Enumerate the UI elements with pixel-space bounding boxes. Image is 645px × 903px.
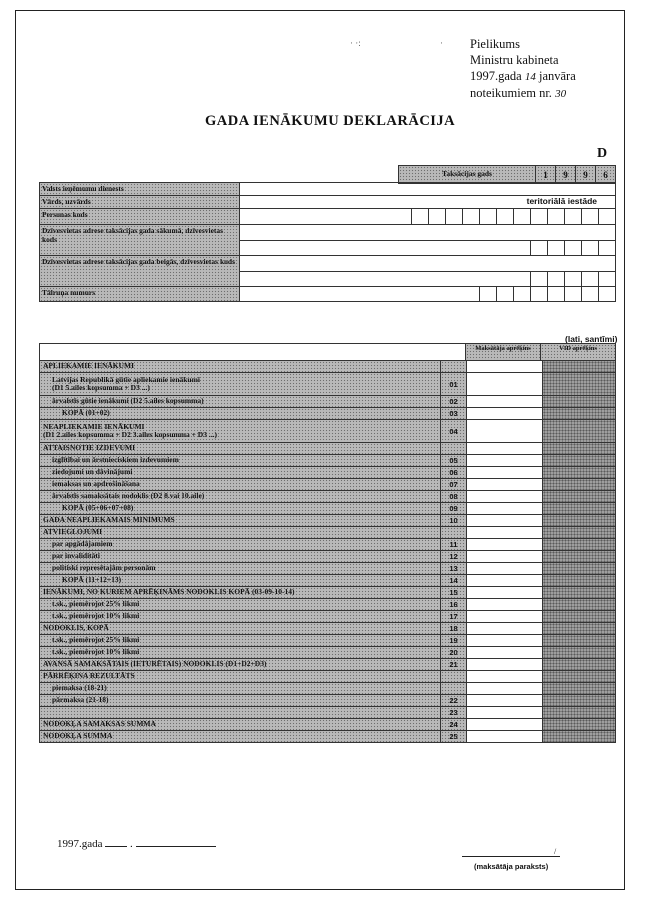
row-number: 18 <box>440 623 466 634</box>
vid-amount-field <box>542 479 615 490</box>
payer-amount-field <box>466 361 542 372</box>
table-row <box>40 671 615 683</box>
vid-amount-field <box>542 455 615 466</box>
vid-amount-field <box>542 361 615 372</box>
payer-amount-field[interactable] <box>466 551 542 562</box>
row-number: 08 <box>440 491 466 502</box>
row-number: 19 <box>440 635 466 646</box>
table-row <box>40 527 615 539</box>
payer-amount-field <box>466 719 542 730</box>
row-number: 20 <box>440 647 466 658</box>
form-letter: D <box>597 146 608 161</box>
row-label: ārvalstīs samaksātais nodoklis (D2 8.vai 10.aile) <box>40 491 440 502</box>
personal-row <box>40 196 615 209</box>
personal-code-field[interactable] <box>240 209 615 224</box>
appendix-note <box>470 36 576 102</box>
vid-amount-field <box>542 659 615 670</box>
vid-amount-field <box>542 503 615 514</box>
table-row <box>40 503 615 515</box>
table-row <box>40 647 615 659</box>
row-label: par invaliditāti <box>40 551 440 562</box>
row-label: Latvijas Republikā gūtie apliekamie ienākumi (D1 5.ailes kopsumma + D3 ...) <box>40 373 440 395</box>
tax-year-digit[interactable]: 1 <box>536 166 556 183</box>
row-label: AVANSĀ SAMAKSĀTAIS (IETURĒTAIS) NODOKLIS (D1+D2+D3) <box>40 659 440 670</box>
row-label: NODOKLIS, KOPĀ <box>40 623 440 634</box>
payer-amount-field[interactable] <box>466 623 542 634</box>
signature-label: (maksātāja paraksts) <box>474 862 549 871</box>
row-number: 17 <box>440 611 466 622</box>
table-row <box>40 563 615 575</box>
row-label: ārvalstīs gūtie ienākumi (D2 5.ailes kopsumma) <box>40 396 440 407</box>
tax-year-digit[interactable]: 9 <box>556 166 576 183</box>
vid-amount-field <box>542 719 615 730</box>
vid-amount-field <box>542 373 615 395</box>
table-row <box>40 683 615 695</box>
row-label: KOPĀ (01+02) <box>40 408 440 419</box>
date-line: 1997.gada . <box>57 838 216 850</box>
row-label: PĀRRĒĶINA REZULTĀTS <box>40 671 440 682</box>
payer-amount-field[interactable] <box>466 707 542 718</box>
table-row <box>40 623 615 635</box>
tax-office-field[interactable] <box>240 183 615 195</box>
table-row <box>40 599 615 611</box>
table-row <box>40 659 615 671</box>
table-row <box>40 479 615 491</box>
table-row <box>40 707 615 719</box>
row-label: iemaksas un apdrošināšana <box>40 479 440 490</box>
row-label: GADA NEAPLIEKAMAIS MINIMUMS <box>40 515 440 526</box>
territorial-office-label: teritoriālā iestāde <box>526 196 597 206</box>
appendix-line-3: 1997.gada 14 janvāra <box>470 69 576 83</box>
row-label: t.sk., piemērojot 10% likmi <box>40 611 440 622</box>
row-number: 04 <box>440 420 466 442</box>
row-label: ATVIEGLOJUMI <box>40 527 440 538</box>
row-label: t.sk., piemērojot 10% likmi <box>40 647 440 658</box>
table-row <box>40 575 615 587</box>
row-number: 09 <box>440 503 466 514</box>
scan-speck: · ·: <box>350 38 361 48</box>
personal-row <box>40 209 615 225</box>
vid-amount-field <box>542 671 615 682</box>
row-label: KOPĀ (05+06+07+08) <box>40 503 440 514</box>
personal-row <box>40 183 615 196</box>
row-number: 12 <box>440 551 466 562</box>
row-number: 15 <box>440 587 466 598</box>
payer-amount-field <box>466 527 542 538</box>
column-header-payer: Maksātāja aprēķins <box>465 344 540 360</box>
signature-mark: / <box>554 847 557 856</box>
table-row <box>40 515 615 527</box>
table-row <box>40 396 615 408</box>
row-number: 11 <box>440 539 466 550</box>
payer-amount-field[interactable] <box>466 695 542 706</box>
row-label: IENĀKUMI, NO KURIEM APRĒĶINĀMS NODOKLIS KOPĀ (03-09-10-14) <box>40 587 440 598</box>
vid-amount-field <box>542 575 615 586</box>
table-row <box>40 491 615 503</box>
payer-amount-field[interactable] <box>466 455 542 466</box>
vid-amount-field <box>542 635 615 646</box>
row-number <box>440 527 466 538</box>
row-label: t.sk., piemērojot 25% likmi <box>40 635 440 646</box>
appendix-line-4: noteikumiem nr. 30 <box>470 86 567 100</box>
row-label: pārmaksa (21-18) <box>40 695 440 706</box>
row-number: 13 <box>440 563 466 574</box>
vid-amount-field <box>542 707 615 718</box>
name-field[interactable] <box>240 196 615 208</box>
vid-amount-field <box>542 587 615 598</box>
vid-amount-field <box>542 420 615 442</box>
row-number <box>440 443 466 454</box>
payer-amount-field[interactable] <box>466 647 542 658</box>
table-body <box>40 361 615 742</box>
row-label: NEAPLIEKAMIE IENĀKUMI (D1 2.ailes kopsumma + D2 3.ailes kopsumma + D3 ...) <box>40 420 440 442</box>
personal-label: Dzīvesvietas adrese taksācijas gada beigās, dzīvesvietas kods <box>40 256 240 286</box>
calculation-table <box>39 343 616 743</box>
row-number <box>440 683 466 694</box>
date-prefix: 1997.gada <box>57 838 103 850</box>
table-row <box>40 719 615 731</box>
vid-amount-field <box>542 647 615 658</box>
payer-amount-field[interactable] <box>466 373 542 395</box>
payer-amount-field <box>466 443 542 454</box>
row-label: piemaksa (18-21) <box>40 683 440 694</box>
vid-amount-field <box>542 599 615 610</box>
table-row <box>40 731 615 742</box>
row-label: NODOKĻA SAMAKSAS SUMMA <box>40 719 440 730</box>
phone-field[interactable] <box>240 287 615 301</box>
appendix-line-2: Ministru kabineta <box>470 53 559 67</box>
personal-label: Vārds, uzvārds <box>40 196 240 208</box>
personal-info-section <box>39 182 616 302</box>
table-row <box>40 611 615 623</box>
row-number: 23 <box>440 707 466 718</box>
table-row <box>40 539 615 551</box>
table-row <box>40 420 615 443</box>
tax-year-label: Taksācijas gads <box>399 166 536 183</box>
row-label: politiski represētajām personām <box>40 563 440 574</box>
row-number: 03 <box>440 408 466 419</box>
row-number: 07 <box>440 479 466 490</box>
date-month-blank[interactable] <box>136 846 216 847</box>
row-number: 25 <box>440 731 466 742</box>
payer-amount-field[interactable] <box>466 599 542 610</box>
table-row <box>40 443 615 455</box>
vid-amount-field <box>542 683 615 694</box>
vid-amount-field <box>542 695 615 706</box>
payer-amount-field[interactable] <box>466 467 542 478</box>
payer-amount-field[interactable] <box>466 479 542 490</box>
vid-amount-field <box>542 527 615 538</box>
row-number: 10 <box>440 515 466 526</box>
row-label: t.sk., piemērojot 25% likmi <box>40 599 440 610</box>
payer-amount-field <box>466 671 542 682</box>
row-number <box>440 361 466 372</box>
row-number: 06 <box>440 467 466 478</box>
table-row <box>40 551 615 563</box>
payer-amount-field[interactable] <box>466 503 542 514</box>
row-number: 01 <box>440 373 466 395</box>
row-number: 21 <box>440 659 466 670</box>
personal-code-cells[interactable] <box>395 209 615 224</box>
payer-amount-field[interactable] <box>466 563 542 574</box>
table-row <box>40 373 615 396</box>
payer-amount-field[interactable] <box>466 408 542 419</box>
table-row <box>40 587 615 599</box>
payer-amount-field <box>466 731 542 742</box>
row-number: 14 <box>440 575 466 586</box>
vid-amount-field <box>542 467 615 478</box>
handwritten-number: 30 <box>555 88 567 100</box>
vid-amount-field <box>542 491 615 502</box>
vid-amount-field <box>542 408 615 419</box>
personal-label: Tālruņa numurs <box>40 287 240 301</box>
personal-row <box>40 256 615 287</box>
row-number: 05 <box>440 455 466 466</box>
row-number: 02 <box>440 396 466 407</box>
table-row <box>40 467 615 479</box>
payer-amount-field[interactable] <box>466 587 542 598</box>
units-note: (lati, santīmi) <box>565 334 618 344</box>
vid-amount-field <box>542 443 615 454</box>
vid-amount-field <box>542 623 615 634</box>
table-row <box>40 455 615 467</box>
personal-label: Dzīvesvietas adrese taksācijas gada sākumā, dzīvesvietas kods <box>40 225 240 255</box>
scan-speck: · <box>440 38 443 48</box>
address-end-field[interactable] <box>240 256 615 286</box>
personal-row <box>40 287 615 301</box>
personal-label: Valsts ieņēmumu dienests <box>40 183 240 195</box>
payer-amount-field[interactable] <box>466 491 542 502</box>
payer-amount-field[interactable] <box>466 659 542 670</box>
row-number: 16 <box>440 599 466 610</box>
row-label <box>40 707 440 718</box>
payer-amount-field[interactable] <box>466 611 542 622</box>
row-label: ATTAISNOTIE IZDEVUMI <box>40 443 440 454</box>
vid-amount-field <box>542 551 615 562</box>
row-number <box>440 671 466 682</box>
table-header <box>40 344 615 361</box>
tax-year-digit[interactable]: 6 <box>603 169 608 180</box>
row-label: KOPĀ (11+12+13) <box>40 575 440 586</box>
vid-amount-field <box>542 731 615 742</box>
personal-row <box>40 225 615 256</box>
row-label: izglītībai un ārstnieciskiem izdevumiem <box>40 455 440 466</box>
row-label: APLIEKAMIE IENĀKUMI <box>40 361 440 372</box>
row-label: ziedojumi un dāvinājumi <box>40 467 440 478</box>
row-number: 22 <box>440 695 466 706</box>
table-row <box>40 635 615 647</box>
appendix-line-1: Pielikums <box>470 37 521 51</box>
vid-amount-field <box>542 611 615 622</box>
payer-amount-field[interactable] <box>466 539 542 550</box>
table-row <box>40 361 615 373</box>
table-row <box>40 695 615 707</box>
row-number: 24 <box>440 719 466 730</box>
tax-year-digit[interactable]: 9 <box>576 166 596 183</box>
table-row <box>40 408 615 420</box>
vid-amount-field <box>542 515 615 526</box>
date-day-blank[interactable] <box>105 846 127 847</box>
payer-amount-field <box>466 575 542 586</box>
vid-amount-field <box>542 539 615 550</box>
row-label: par apgādājamiem <box>40 539 440 550</box>
address-start-field[interactable] <box>240 225 615 255</box>
payer-amount-field[interactable] <box>466 396 542 407</box>
row-label: NODOKĻA SUMMA <box>40 731 440 742</box>
payer-amount-field[interactable] <box>466 420 542 442</box>
page-title: GADA IENĀKUMU DEKLARĀCIJA <box>205 113 456 129</box>
handwritten-day: 14 <box>524 71 536 83</box>
vid-amount-field <box>542 563 615 574</box>
vid-amount-field <box>542 396 615 407</box>
payer-amount-field[interactable] <box>466 683 542 694</box>
payer-amount-field[interactable] <box>466 515 542 526</box>
payer-amount-field[interactable] <box>466 635 542 646</box>
personal-label: Personas kods <box>40 209 240 224</box>
signature-line[interactable] <box>462 856 560 857</box>
column-header-vid: VID aprēķins <box>540 344 615 360</box>
